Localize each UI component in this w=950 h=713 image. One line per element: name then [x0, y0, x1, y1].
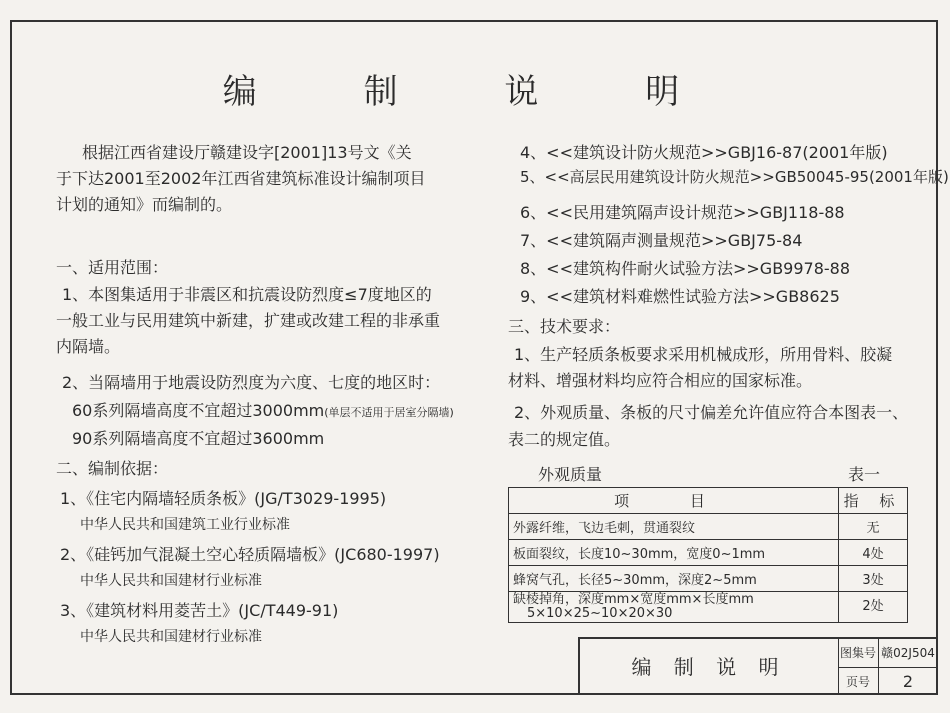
row-value: 无: [839, 514, 908, 540]
scope-p2b: 90系列隔墙高度不宜超过3600mm: [72, 429, 325, 448]
tech-heading: 三、技术要求：: [508, 317, 621, 336]
basis-item-3-org: 中华人民共和国建材行业标准: [80, 629, 262, 645]
intro-line-3: 计划的通知》而编制的。: [56, 195, 233, 214]
basis-item-2-org: 中华人民共和国建材行业标准: [80, 573, 262, 589]
scope-p1-line-1: 1、本图集适用于非震区和抗震设防烈度≤7度地区的: [62, 285, 432, 304]
basis-item-2: 2、《硅钙加气混凝土空心轻质隔墙板》(JC680-1997): [60, 545, 440, 564]
table-row: [509, 514, 908, 540]
title-block-name: 编 制 说 明: [580, 639, 839, 695]
appearance-quality-table: [508, 487, 908, 623]
table-header-row: [509, 488, 908, 514]
scope-p2a-note: (单层不适用于居室分隔墙): [324, 406, 454, 419]
table-number: 表一: [848, 465, 881, 484]
scope-p2: 2、当隔墙用于地震设防烈度为六度、七度的地区时：: [62, 373, 441, 392]
header-indicator: 指 标: [839, 488, 908, 514]
row-item-dimensions: 5×10×25~10×20×30: [527, 606, 673, 621]
intro-line-1: 根据江西省建设厅赣建设字[2001]13号文《关: [82, 143, 412, 162]
basis-item-3: 3、《建筑材料用菱苦土》(JC/T449-91): [60, 601, 339, 620]
table-row: [509, 592, 908, 623]
basis-item-1: 1、《住宅内隔墙轻质条板》(JG/T3029-1995): [60, 489, 387, 508]
page-number-label: 页号: [838, 668, 879, 695]
intro-line-2: 于下达2001至2002年江西省建筑标准设计编制项目: [56, 169, 426, 188]
header-item: 项 目: [509, 488, 839, 514]
basis-item-8: 8、<<建筑构件耐火试验方法>>GB9978-88: [520, 259, 851, 278]
atlas-number: 赣02J504: [878, 639, 938, 668]
row-value: 4处: [839, 540, 908, 566]
tech-p1-line-1: 1、生产轻质条板要求采用机械成形，所用骨料、胶凝: [514, 345, 893, 364]
basis-item-6: 6、<<民用建筑隔声设计规范>>GBJ118-88: [520, 203, 845, 222]
scope-p2a: [72, 398, 454, 421]
row-value: 3处: [839, 566, 908, 592]
basis-item-1-org: 中华人民共和国建筑工业行业标准: [80, 517, 290, 533]
basis-item-5: 5、<<高层民用建筑设计防火规范>>GB50045-95(2001年版): [520, 168, 949, 186]
table-row: [509, 540, 908, 566]
scope-p1-line-3: 内隔墙。: [56, 337, 121, 356]
basis-item-9: 9、<<建筑材料难燃性试验方法>>GB8625: [520, 287, 840, 306]
atlas-number-label: 图集号: [838, 639, 879, 668]
tech-p2-line-1: 2、外观质量、条板的尺寸偏差允许值应符合本图表一、: [514, 403, 909, 422]
row-item-multiline: [509, 592, 839, 623]
scope-p1-line-2: 一般工业与民用建筑中新建，扩建或改建工程的非承重: [56, 311, 441, 330]
page-title: 编 制 说 明: [222, 72, 728, 112]
basis-item-7: 7、<<建筑隔声测量规范>>GBJ75-84: [520, 231, 803, 250]
row-value: 2处: [839, 592, 908, 623]
basis-heading: 二、编制依据：: [56, 459, 169, 478]
table-row: [509, 566, 908, 592]
row-item: 板面裂纹，长度10~30mm，宽度0~1mm: [509, 540, 839, 566]
scope-heading: 一、适用范围：: [56, 258, 169, 277]
scope-p2a-main: 60系列隔墙高度不宜超过3000mm: [72, 401, 325, 420]
page-number: 2: [902, 672, 914, 691]
row-item: 外露纤维，飞边毛刺，贯通裂纹: [509, 514, 839, 540]
row-item: 蜂窝气孔，长径5~30mm，深度2~5mm: [509, 566, 839, 592]
basis-item-4: 4、<<建筑设计防火规范>>GBJ16-87(2001年版): [520, 143, 888, 162]
tech-p1-line-2: 材料、增强材料均应符合相应的国家标准。: [508, 371, 813, 390]
table-caption: 外观质量: [538, 465, 603, 484]
tech-p2-line-2: 表二的规定值。: [508, 430, 621, 449]
row-item: 缺棱掉角，深度mm×宽度mm×长度mm: [513, 592, 754, 607]
title-block: [578, 637, 938, 695]
